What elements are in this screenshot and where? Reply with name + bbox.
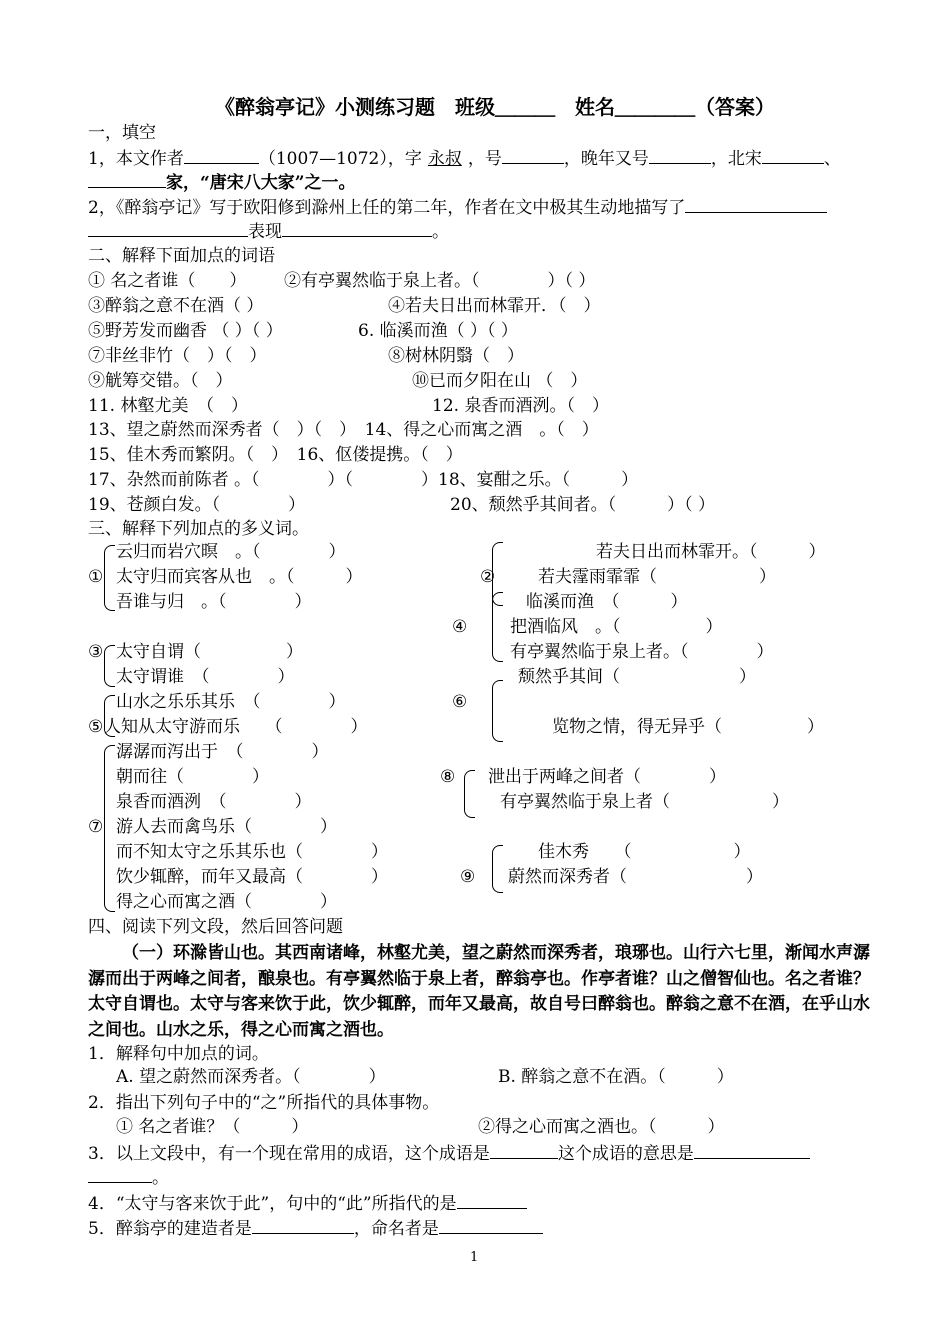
q1-zi-answer: 永叔 [427,149,462,169]
sec2-item-right: ⑩已而夕阳在山 （ ） [412,371,588,391]
g7-item-5: 而不知太守之乐其乐也（ ） [116,842,388,862]
s4-q5-builder-label: 5．醉翁亭的建造者是 [88,1219,252,1239]
s4-q3-period: 。 [152,1168,169,1188]
s4-q4-text: 4．“太守与客来饮于此”，句中的“此”所指代的是 [88,1194,457,1214]
question-1-line [88,147,841,170]
g4-item-2: 把酒临风 。（ ） [510,617,723,637]
sec2-item-left: 15、佳木秀而繁阴。（ ） 16、伛偻提携。（ ） [88,445,463,465]
g1-item-3: 吾谁与归 。（ ） [116,592,312,612]
section-3-heading: 三、解释下列加点的多义词。 [88,519,309,539]
sec2-item-left: 13、望之蔚然而深秀者（ ）（ ） 14、得之心而寓之酒 。（ ） [88,420,599,440]
s4-q3-meaning-label: 这个成语的意思是 [557,1144,694,1164]
s4-q5 [88,1217,543,1240]
blank-role-1[interactable] [762,147,824,164]
brace-g3 [104,645,115,687]
g7-item-4: 游人去而禽鸟乐（ ） [116,817,337,837]
sec2-item-left: 17、杂然而前陈者 。（ ）（ ）18、宴酣之乐。（ ） [88,470,639,490]
sec2-item-right: ⑧树林阴翳（ ） [388,346,524,366]
sec2-item-left: ⑤野芳发而幽香 （ ）（ ） [88,321,283,341]
blank-q2-2[interactable] [88,220,248,237]
g2-item-1: 若夫日出而林霏开。（ ） [596,542,826,562]
section-2-heading: 二、解释下面加点的词语 [88,246,275,266]
blank-late-hao[interactable] [649,147,711,164]
sec2-item-left: ① 名之者谁（ ） [88,271,247,291]
group-9-number: ⑨ [460,867,476,887]
brace-g8 [464,770,475,818]
q1-eight-masters: 家，“唐宋八大家”之一。 [166,173,356,193]
s4-q3 [88,1142,810,1165]
g7-item-7: 得之心而寓之酒（ ） [116,892,337,912]
g3-item-1: 太守自谓（ ） [116,642,303,662]
q1-song-label: ，北宋 [710,149,762,169]
s4-q2b: ②得之心而寓之酒也。（ ） [478,1117,725,1137]
group-3-number: ③ [88,642,104,662]
sec2-item-right: 6. 临溪而渔（ ）（ ） [358,321,518,341]
blank-hao[interactable] [502,147,564,164]
question-2-line [88,196,827,219]
section-4-heading: 四、阅读下列文段，然后回答问题 [88,917,343,937]
s4-q3-cont [88,1166,169,1189]
sec2-item-right: 12. 泉香而酒洌。（ ） [432,396,609,416]
group-6-number: ⑥ [452,692,468,712]
g4-item-3: 有亭翼然临于泉上者。（ ） [510,642,774,662]
g7-item-2: 朝而往（ ） [116,767,269,787]
g1-item-1: 云归而岩穴暝 。（ ） [116,542,346,562]
blank-builder[interactable] [252,1217,354,1234]
g5-item-2: 人知从太守游而乐 （ ） [104,717,368,737]
s4-q5-namer-label: ，命名者是 [353,1219,439,1239]
blank-idiom-meaning-2[interactable] [88,1166,152,1183]
s4-q2: 2．指出下列句子中的“之”所指代的具体事物。 [88,1093,440,1113]
question-1-cont [88,171,356,194]
group-8-number: ⑧ [440,767,456,787]
sec2-item-left: 11. 林壑尤美 （ ） [88,396,248,416]
page-title: 《醉翁亭记》小测练习题 班级＿＿＿ 姓名＿＿＿＿（答案） [215,95,775,119]
g7-item-3: 泉香而酒洌 （ ） [116,792,312,812]
group-5-number: ⑤ [88,717,104,737]
s4-q1: 1．解释句中加点的词。 [88,1044,269,1064]
sec2-item-left: ⑦非丝非竹（ ）（ ） [88,346,267,366]
q2-text: 2，《醉翁亭记》写于欧阳修到滁州上任的第二年，作者在文中极其生动地描写了 [88,198,686,218]
q1-years: （1007—1072），字 [258,149,422,169]
g4-item-1: 临溪而渔 （ ） [526,592,688,612]
brace-g4 [492,592,503,662]
reading-passage: （一）环滁皆山也。其西南诸峰，林壑尤美，望之蔚然而深秀者，琅琊也。山行六七里，渐闻水声潺潺而出于两峰之间者，酿泉也。有亭翼然临于泉上者，醉翁亭也。作亭者谁？山之僧智仙也。名之者谁？太守自谓也。太守与客来饮于此，饮少辄醉，而年又最高，故自号曰醉翁也。醉翁之意不在酒，在乎山水之间也。山水之乐，得之心而寓之酒也。 [88,943,870,1040]
question-2-cont [88,220,449,243]
g2-item-2: 若夫霪雨霏霏（ ） [538,567,776,587]
group-4-number: ④ [452,617,468,637]
blank-idiom[interactable] [490,1142,558,1159]
sec2-item-right: ②有亭翼然临于泉上者。（ ）（ ） [284,271,596,291]
brace-g7 [104,745,115,912]
g3-item-2: 太守谓谁 （ ） [116,667,295,687]
sec2-item-left: ⑨觥筹交错。（ ） [88,371,233,391]
s4-q2a: ① 名之者谁？（ ） [116,1117,309,1137]
brace-g9 [492,845,503,893]
g9-item-2: 蔚然而深秀者（ ） [508,867,763,887]
g8-item-1: 泄出于两峰之间者（ ） [488,767,726,787]
blank-ci[interactable] [457,1192,527,1209]
brace-g6 [492,680,503,742]
q1-hao-label: ，号 [467,149,502,169]
group-2-number: ② [480,567,496,587]
g6-item-2: 览物之情，得无异乎（ ） [552,717,824,737]
g1-item-2: 太守归而宾客从也 。（ ） [116,567,363,587]
g5-item-1: 山水之乐乐其乐 （ ） [116,692,346,712]
blank-q2-1[interactable] [685,196,827,213]
brace-g1 [104,545,115,611]
blank-q2-3[interactable] [282,220,432,237]
q1-late-hao-label: ，晚年又号 [563,149,649,169]
blank-namer[interactable] [439,1217,543,1234]
g7-item-6: 饮少辄醉，而年又最高（ ） [116,867,388,887]
section-1-heading: 一，填空 [88,123,156,143]
q2-period: 。 [432,222,449,242]
s4-q1a: A. 望之蔚然而深秀者。（ ） [116,1067,386,1087]
blank-author[interactable] [184,147,259,164]
sec2-item-right: ④若夫日出而林霏开．（ ） [388,296,601,316]
group-1-number: ① [88,567,104,587]
q1-comma: 、 [823,149,841,169]
s4-q4 [88,1192,527,1215]
sec2-item-left: ③醉翁之意不在酒（ ） [88,296,264,316]
sec2-item-right: 20、颓然乎其间者。（ ）（ ） [450,495,716,515]
blank-idiom-meaning[interactable] [694,1142,810,1159]
sec2-item-left: 19、苍颜白发。（ ） [88,495,306,515]
group-7-number: ⑦ [88,817,104,837]
page-number: 1 [470,1250,479,1265]
q2-biaoxian: 表现 [248,222,282,242]
s4-q3-text: 3．以上文段中，有一个现在常用的成语，这个成语是 [88,1144,490,1164]
g8-item-2: 有亭翼然临于泉上者（ ） [500,792,789,812]
blank-role-2[interactable] [88,171,166,188]
g6-item-1: 颓然乎其间（ ） [518,667,756,687]
s4-q1b: B. 醉翁之意不在酒。（ ） [498,1067,734,1087]
g7-item-1: 潺潺而泻出于 （ ） [116,742,329,762]
g9-item-1: 佳木秀 （ ） [538,842,751,862]
q1-author-label: 1，本文作者 [88,149,184,169]
